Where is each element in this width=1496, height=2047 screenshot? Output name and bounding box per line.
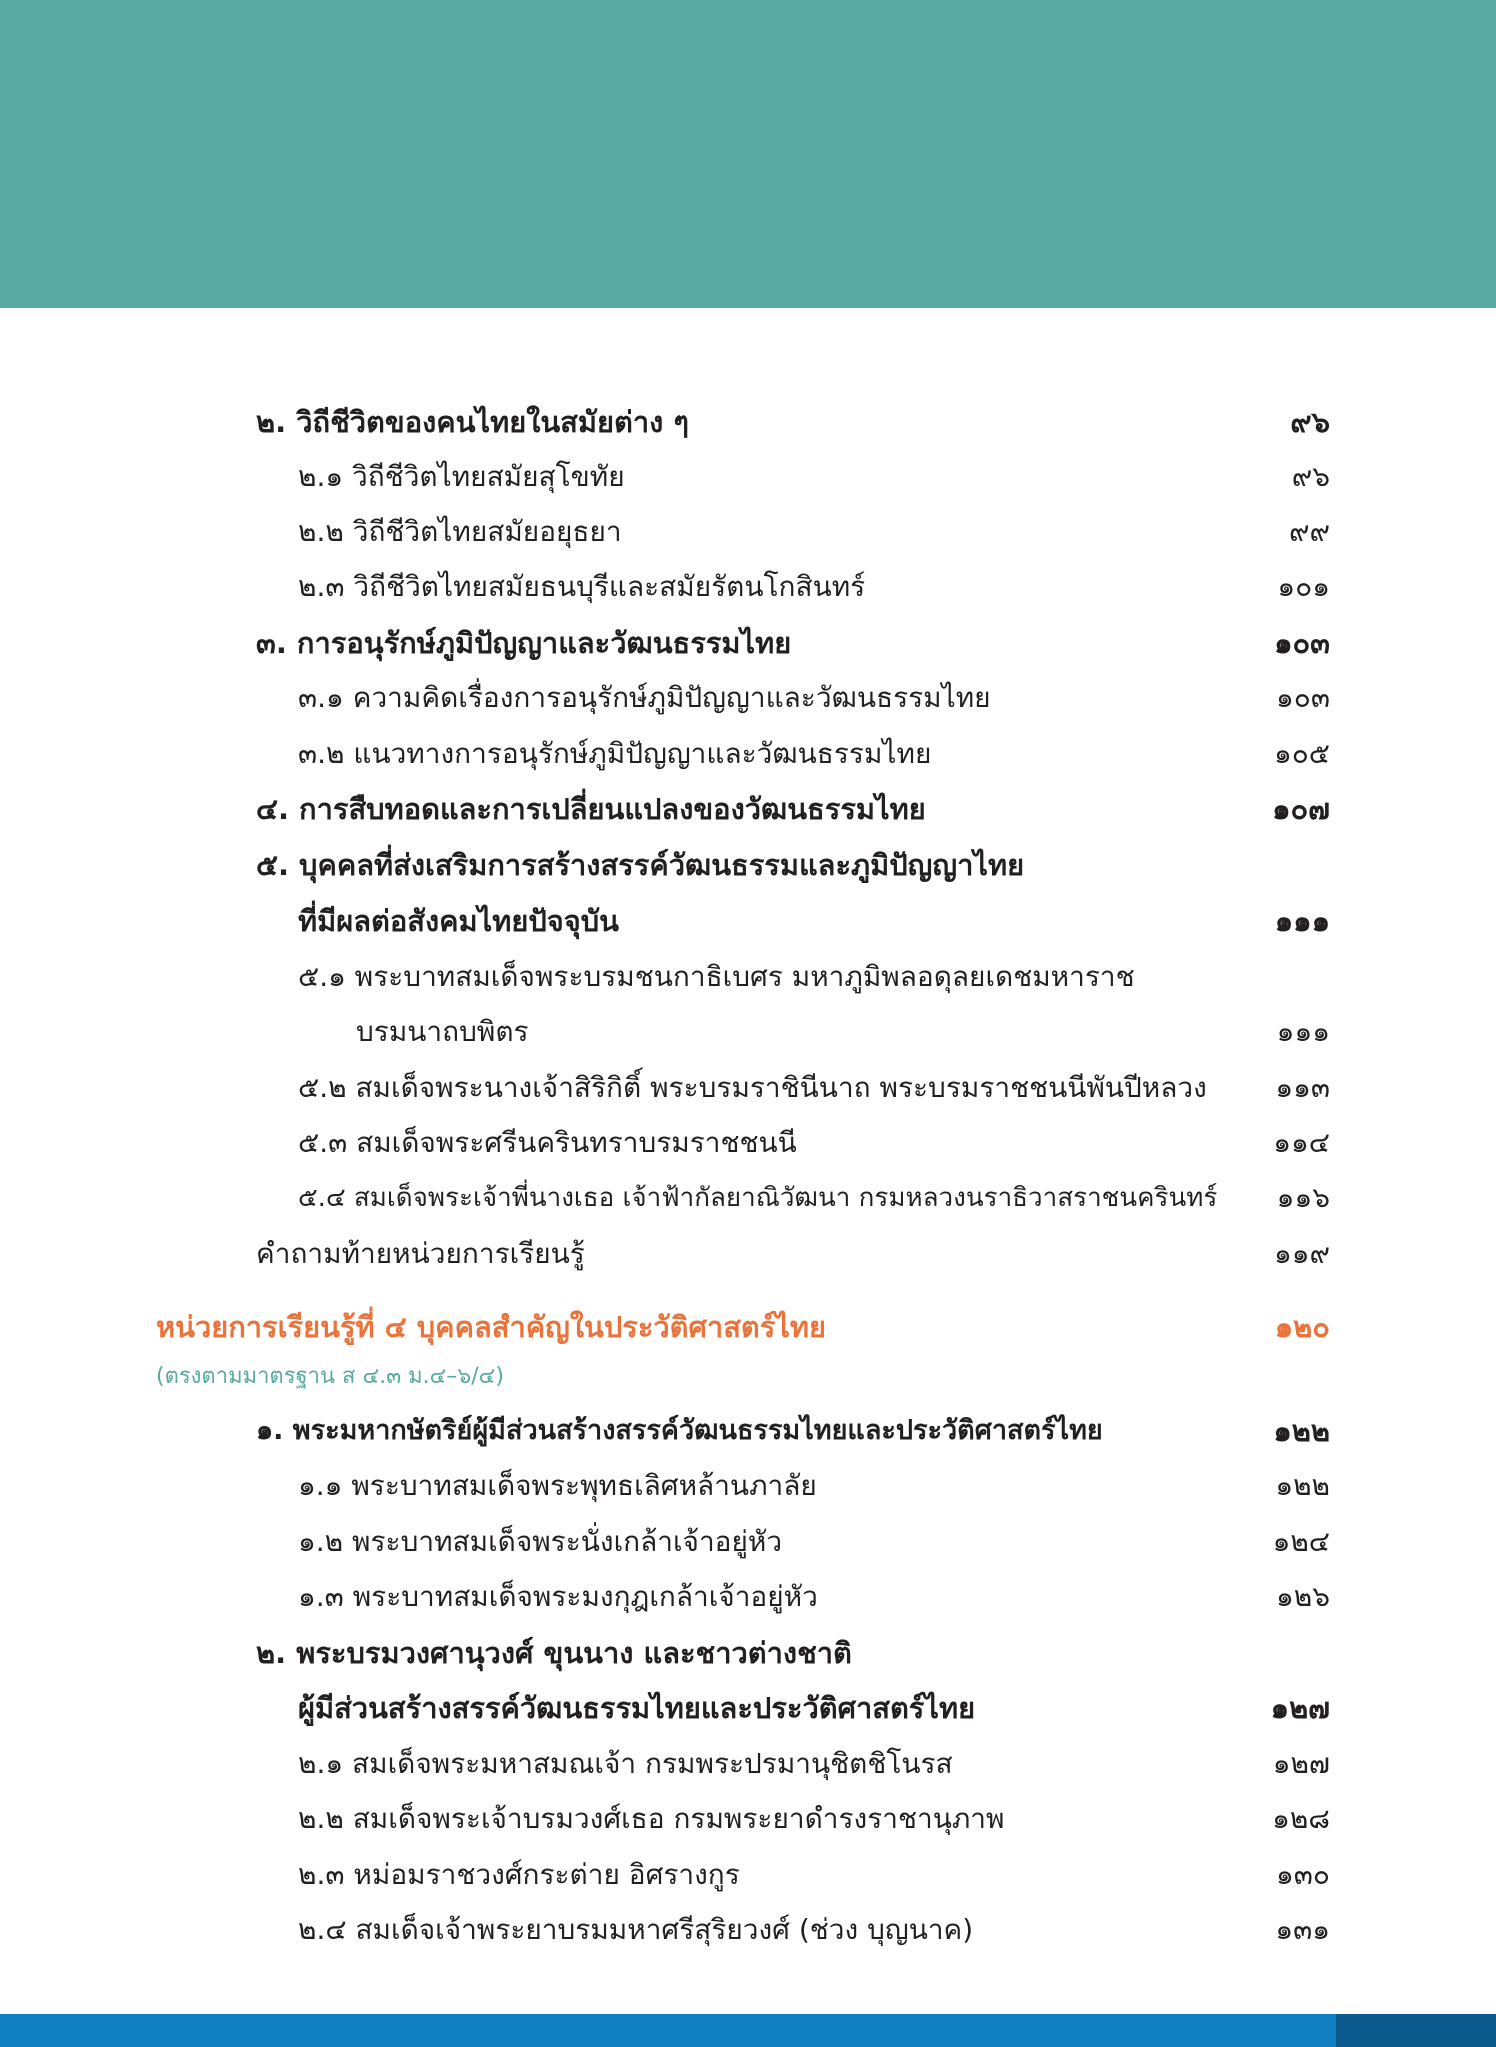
toc-entry[interactable]: [0, 896, 1496, 946]
toc-entry-title: ๒.๓ วิถีชีวิตไทยสมัยธนบุรีและสมัยรัตนโกสินทร์: [298, 570, 866, 603]
toc-entry-title: ๕.๑ พระบาทสมเด็จพระบรมชนกาธิเบศร มหาภูมิพลอดุลยเดชมหาราช: [298, 960, 1135, 993]
toc-entry[interactable]: [0, 507, 1496, 557]
toc-entry-title: ๒.๑ วิถีชีวิตไทยสมัยสุโขทัย: [298, 460, 625, 493]
toc-entry-title: ๒. พระบรมวงศานุวงศ์ ขุนนาง และชาวต่างชาติ: [256, 1636, 852, 1670]
toc-entry-page: ๑๓๐: [1275, 1858, 1330, 1891]
toc-entry-title: ๒.๓ หม่อมราชวงศ์กระต่าย อิศรางกูร: [298, 1858, 740, 1891]
toc-entry-title: คำถามท้ายหน่วยการเรียนรู้: [256, 1237, 585, 1270]
toc-entry[interactable]: [0, 784, 1496, 834]
toc-entry[interactable]: [0, 1461, 1496, 1511]
toc-entry[interactable]: [0, 1572, 1496, 1622]
toc-entry-page: ๑๒๖: [1275, 1580, 1330, 1613]
toc-entry-title: ๑.๒ พระบาทสมเด็จพระนั่งเกล้าเจ้าอยู่หัว: [298, 1525, 783, 1558]
toc-entry-page: ๑๐๕: [1273, 737, 1330, 770]
toc-entry-page: ๑๑๖: [1276, 1181, 1330, 1214]
toc-entry[interactable]: [0, 1517, 1496, 1567]
unit-standard-note: [0, 1352, 1496, 1402]
toc-entry-page: ๑๒๗: [1270, 1691, 1330, 1725]
toc-entry[interactable]: [0, 1173, 1496, 1223]
unit-heading[interactable]: [0, 1302, 1496, 1352]
toc-entry-page: ๑๑๙: [1273, 1237, 1330, 1270]
toc-entry[interactable]: [0, 729, 1496, 779]
toc-entry[interactable]: [0, 562, 1496, 612]
toc-entry-page: ๑๒๒: [1275, 1469, 1330, 1502]
toc-entry-title: ๕.๓ สมเด็จพระศรีนครินทราบรมราชชนนี: [298, 1126, 797, 1159]
toc-entry-page: ๑๒๔: [1272, 1525, 1330, 1558]
toc-entry-title: ๓.๑ ความคิดเรื่องการอนุรักษ์ภูมิปัญญาและวัฒนธรรมไทย: [298, 681, 991, 714]
toc-entry-title: ๓. การอนุรักษ์ภูมิปัญญาและวัฒนธรรมไทย: [256, 626, 792, 660]
toc-entry[interactable]: [0, 1628, 1496, 1678]
toc-entry-title: ๔. การสืบทอดและการเปลี่ยนแปลงของวัฒนธรรมไทย: [256, 792, 926, 826]
toc-entry[interactable]: [0, 1683, 1496, 1733]
toc-entry-title: ผู้มีส่วนสร้างสรรค์วัฒนธรรมไทยและประวัติศาสตร์ไทย: [298, 1691, 976, 1725]
toc-entry-title: ๒.๔ สมเด็จเจ้าพระยาบรมมหาศรีสุริยวงศ์ (ช่วง บุญนาค): [298, 1913, 974, 1946]
toc-entry-page: ๑๐๑: [1277, 570, 1330, 603]
toc-entry[interactable]: [0, 1063, 1496, 1113]
toc-entry-title: ๕. บุคคลที่ส่งเสริมการสร้างสรรค์วัฒนธรรมและภูมิปัญญาไทย: [256, 848, 1025, 882]
toc-entry-page: ๑๑๔: [1273, 1126, 1330, 1159]
toc-entry[interactable]: [0, 618, 1496, 668]
toc-entry-title: ๑. พระมหากษัตริย์ผู้มีส่วนสร้างสรรค์วัฒนธรรมไทยและประวัติศาสตร์ไทย: [256, 1415, 1103, 1446]
footer-color-band: [0, 2014, 1496, 2047]
toc-entry-page: ๑๐๓: [1275, 681, 1330, 714]
unit-standard-text: (ตรงตามมาตรฐาน ส ๔.๓ ม.๔–๖/๔): [156, 1364, 504, 1389]
toc-entry[interactable]: [0, 1905, 1496, 1955]
toc-entry[interactable]: [0, 840, 1496, 890]
toc-entry-title: บรมนาถบพิตร: [356, 1015, 529, 1048]
toc-entry[interactable]: [0, 1850, 1496, 1900]
toc-entry-title: ๒.๒ สมเด็จพระเจ้าบรมวงศ์เธอ กรมพระยาดำรงราชานุภาพ: [298, 1802, 1005, 1835]
toc-entry[interactable]: [0, 1739, 1496, 1789]
toc-entry[interactable]: [0, 673, 1496, 723]
toc-entry-page: ๑๐๗: [1272, 792, 1330, 826]
toc-entry[interactable]: [0, 1794, 1496, 1844]
toc-entry-page: ๙๙: [1288, 515, 1330, 548]
toc-entry-title: ๕.๒ สมเด็จพระนางเจ้าสิริกิติ์ พระบรมราชินีนาถ พระบรมราชชนนีพันปีหลวง: [298, 1071, 1207, 1104]
toc-entry-page: ๑๑๑: [1276, 1015, 1330, 1048]
toc-entry-title: ๒. วิถีชีวิตของคนไทยในสมัยต่าง ๆ: [256, 405, 689, 439]
unit-heading-page: ๑๒๐: [1274, 1310, 1330, 1344]
toc-entry-title: ที่มีผลต่อสังคมไทยปัจจุบัน: [298, 904, 619, 938]
toc-entry-page: ๙๖: [1290, 405, 1330, 439]
toc-entry-title: ๑.๑ พระบาทสมเด็จพระพุทธเลิศหล้านภาลัย: [298, 1469, 817, 1502]
toc-entry-page: ๑๒๒: [1273, 1414, 1330, 1448]
toc-entry[interactable]: [0, 1007, 1496, 1057]
toc-entry-page: ๑๒๗: [1272, 1747, 1330, 1780]
toc-entry-page: ๑๑๑: [1274, 904, 1330, 938]
toc-entry-title: ๓.๒ แนวทางการอนุรักษ์ภูมิปัญญาและวัฒนธรรมไทย: [298, 737, 932, 770]
toc-entry-page: ๑๑๓: [1275, 1071, 1330, 1104]
toc-entry[interactable]: [0, 1229, 1496, 1279]
toc-entry[interactable]: [0, 952, 1496, 1002]
toc-entry-page: ๙๖: [1291, 460, 1330, 493]
toc-entry[interactable]: [0, 452, 1496, 502]
toc-entry[interactable]: [0, 1118, 1496, 1168]
toc-entry-page: ๑๓๑: [1275, 1913, 1330, 1946]
toc-entry[interactable]: [0, 1406, 1496, 1456]
unit-heading-title: หน่วยการเรียนรู้ที่ ๔ บุคคลสำคัญในประวัติศาสตร์ไทย: [156, 1310, 827, 1344]
toc-entry-title: ๑.๓ พระบาทสมเด็จพระมงกุฎเกล้าเจ้าอยู่หัว: [298, 1580, 818, 1613]
footer-color-band-accent: [1336, 2014, 1496, 2047]
toc-entry-page: ๑๐๓: [1274, 626, 1330, 660]
toc-entry[interactable]: [0, 397, 1496, 447]
toc-entry-title: ๕.๔ สมเด็จพระเจ้าพี่นางเธอ เจ้าฟ้ากัลยาณิวัฒนา กรมหลวงนราธิวาสราชนครินทร์: [298, 1183, 1218, 1213]
toc-entry-page: ๑๒๘: [1272, 1802, 1330, 1835]
toc-entry-title: ๒.๒ วิถีชีวิตไทยสมัยอยุธยา: [298, 515, 622, 548]
toc-entry-title: ๒.๑ สมเด็จพระมหาสมณเจ้า กรมพระปรมานุชิตชิโนรส: [298, 1747, 953, 1780]
